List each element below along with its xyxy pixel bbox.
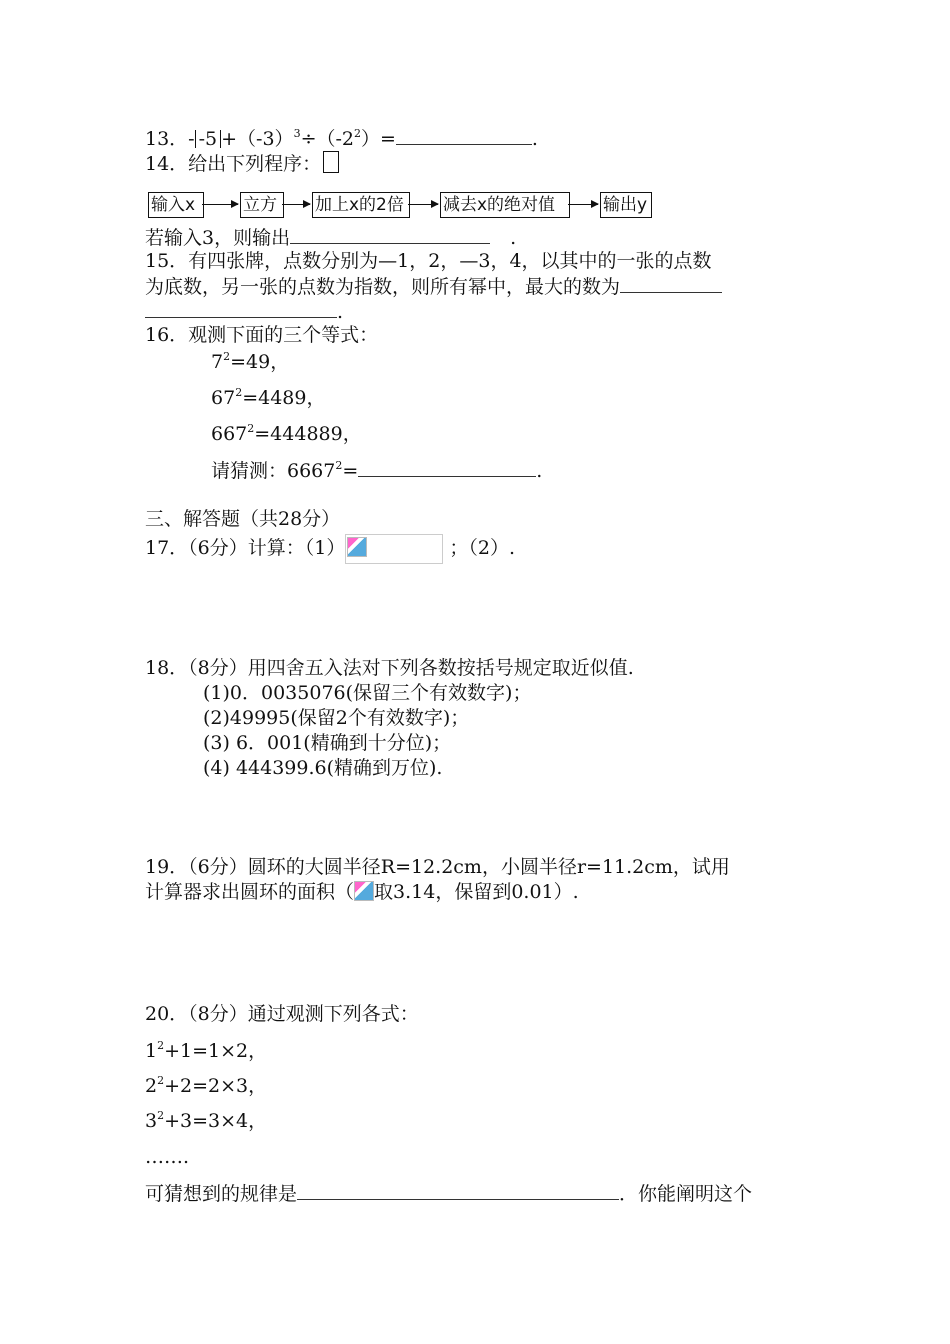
q20-eq1 bbox=[145, 1039, 267, 1063]
abs-value-text: -5 bbox=[198, 128, 218, 150]
q16-eq1-base: 7 bbox=[211, 351, 224, 373]
q17-pre: 17．（6分）计算：（1） bbox=[145, 537, 346, 559]
q18-label: 18．（8分）用四舍五入法对下列各数按括号规定取近似值. bbox=[145, 657, 634, 679]
q13-div: ÷（-2 bbox=[300, 128, 354, 150]
flow-box-output: 输出y bbox=[600, 192, 652, 218]
q18-item-3: (3) 6．001(精确到十分位)； bbox=[203, 732, 452, 754]
q16-guess bbox=[211, 458, 542, 483]
q14-answer-blank[interactable] bbox=[290, 225, 490, 244]
q14-label-line bbox=[145, 151, 339, 176]
q16-eq1-exp: 2 bbox=[223, 350, 231, 363]
q18-item-4: (4) 444399.6(精确到万位). bbox=[203, 757, 443, 779]
q16-guess-rest: = bbox=[342, 460, 359, 482]
q20-eq3-exp: 2 bbox=[157, 1109, 165, 1122]
flow-arrow-icon bbox=[408, 204, 438, 205]
q20-label: 20．（8分）通过观测下列各式： bbox=[145, 1003, 419, 1025]
q20-eq1-exp: 2 bbox=[157, 1039, 165, 1052]
q20-eq2 bbox=[145, 1074, 267, 1098]
q20-eq2-rest: +2=2×3， bbox=[164, 1075, 268, 1097]
q20-eq3-rest: +3=3×4， bbox=[164, 1110, 268, 1132]
q13-line bbox=[145, 126, 538, 151]
q14-period: . bbox=[510, 227, 517, 249]
q17-post: ；（2）. bbox=[449, 537, 515, 559]
broken-image-icon bbox=[354, 881, 374, 901]
q16-answer-blank[interactable] bbox=[358, 458, 536, 477]
q20-eq3-base: 3 bbox=[145, 1110, 158, 1132]
q16-eq1 bbox=[211, 350, 289, 374]
q18-item-2: (2)49995(保留2个有效数字)； bbox=[203, 707, 470, 729]
q13-tail: ）= bbox=[361, 128, 396, 150]
q15-period: . bbox=[337, 301, 344, 323]
q18-item-1: (1)0．0035076(保留三个有效数字)； bbox=[203, 682, 532, 704]
q15-line2 bbox=[145, 274, 722, 299]
q19-line2 bbox=[145, 880, 579, 904]
q20-eq2-exp: 2 bbox=[157, 1074, 165, 1087]
q19-line1: 19．（6分）圆环的大圆半径R=12.2cm，小圆半径r=11.2cm，试用 bbox=[145, 856, 730, 878]
broken-image-icon bbox=[347, 537, 367, 557]
q16-eq2-rest: =4489， bbox=[242, 387, 326, 409]
q20-last-pre: 可猜想到的规律是 bbox=[145, 1183, 298, 1205]
abs-value bbox=[195, 130, 222, 148]
q15-answer-blank-a[interactable] bbox=[620, 274, 722, 293]
q16-eq3-base: 667 bbox=[211, 423, 248, 445]
empty-box-icon bbox=[323, 151, 339, 173]
q20-eq1-rest: +1=1×2， bbox=[164, 1040, 268, 1062]
q14-label: 14．给出下列程序： bbox=[145, 153, 322, 175]
q17-line bbox=[145, 534, 515, 564]
q13-mid: +（-3） bbox=[221, 128, 294, 150]
q14-question: 若输入3，则输出 bbox=[145, 227, 291, 249]
flow-arrow-icon bbox=[568, 204, 598, 205]
q13-period: . bbox=[531, 128, 538, 150]
q16-eq2-base: 67 bbox=[211, 387, 236, 409]
flow-arrow-icon bbox=[282, 204, 310, 205]
q20-eq3 bbox=[145, 1109, 267, 1133]
flow-box-add-2x: 加上x的2倍 bbox=[312, 192, 410, 218]
q19-line2-pre: 计算器求出圆环的面积（ bbox=[145, 881, 355, 903]
q15-line1: 15．有四张牌，点数分别为—1，2，—3，4，以其中的一张的点数 bbox=[145, 250, 712, 272]
q15-answer-blank-b[interactable] bbox=[145, 299, 337, 318]
program-flowchart bbox=[148, 192, 658, 222]
q20-eq2-base: 2 bbox=[145, 1075, 158, 1097]
q13-exp1: 3 bbox=[293, 127, 301, 140]
q20-last-post: ．你能阐明这个 bbox=[619, 1183, 753, 1205]
q13-prefix: 13．- bbox=[145, 128, 195, 150]
q16-eq3-rest: =444889， bbox=[254, 423, 362, 445]
q15-line2-text: 为底数，另一张的点数为指数，则所有幂中，最大的数为 bbox=[145, 276, 621, 298]
flow-arrow-icon bbox=[202, 204, 238, 205]
q16-label: 16．观测下面的三个等式： bbox=[145, 324, 379, 346]
q16-eq3 bbox=[211, 422, 362, 446]
flow-box-input: 输入x bbox=[148, 192, 204, 218]
q16-eq3-exp: 2 bbox=[247, 422, 255, 435]
q16-period: . bbox=[536, 460, 543, 482]
q16-eq2-exp: 2 bbox=[235, 386, 243, 399]
flow-box-cube: 立方 bbox=[240, 192, 284, 218]
q20-eq1-base: 1 bbox=[145, 1040, 158, 1062]
q20-answer-blank[interactable] bbox=[297, 1181, 619, 1200]
q20-last-line bbox=[145, 1181, 752, 1206]
q16-guess-pre: 请猜测：6667 bbox=[211, 460, 336, 482]
q20-dots: ……. bbox=[145, 1146, 190, 1168]
q19-line2-post: 取3.14，保留到0.01）. bbox=[374, 881, 579, 903]
section-heading: 三、解答题（共28分） bbox=[145, 508, 341, 530]
q16-eq1-rest: =49， bbox=[230, 351, 290, 373]
q13-answer-blank[interactable] bbox=[396, 126, 532, 145]
q13-exp2: 2 bbox=[354, 127, 361, 140]
broken-image-formula bbox=[345, 534, 443, 564]
q14-question-line bbox=[145, 225, 516, 250]
q15-line3 bbox=[145, 299, 343, 324]
q16-eq2 bbox=[211, 386, 325, 410]
flow-box-subtract-abs: 减去x的绝对值 bbox=[440, 192, 570, 218]
q16-guess-exp: 2 bbox=[335, 459, 343, 472]
